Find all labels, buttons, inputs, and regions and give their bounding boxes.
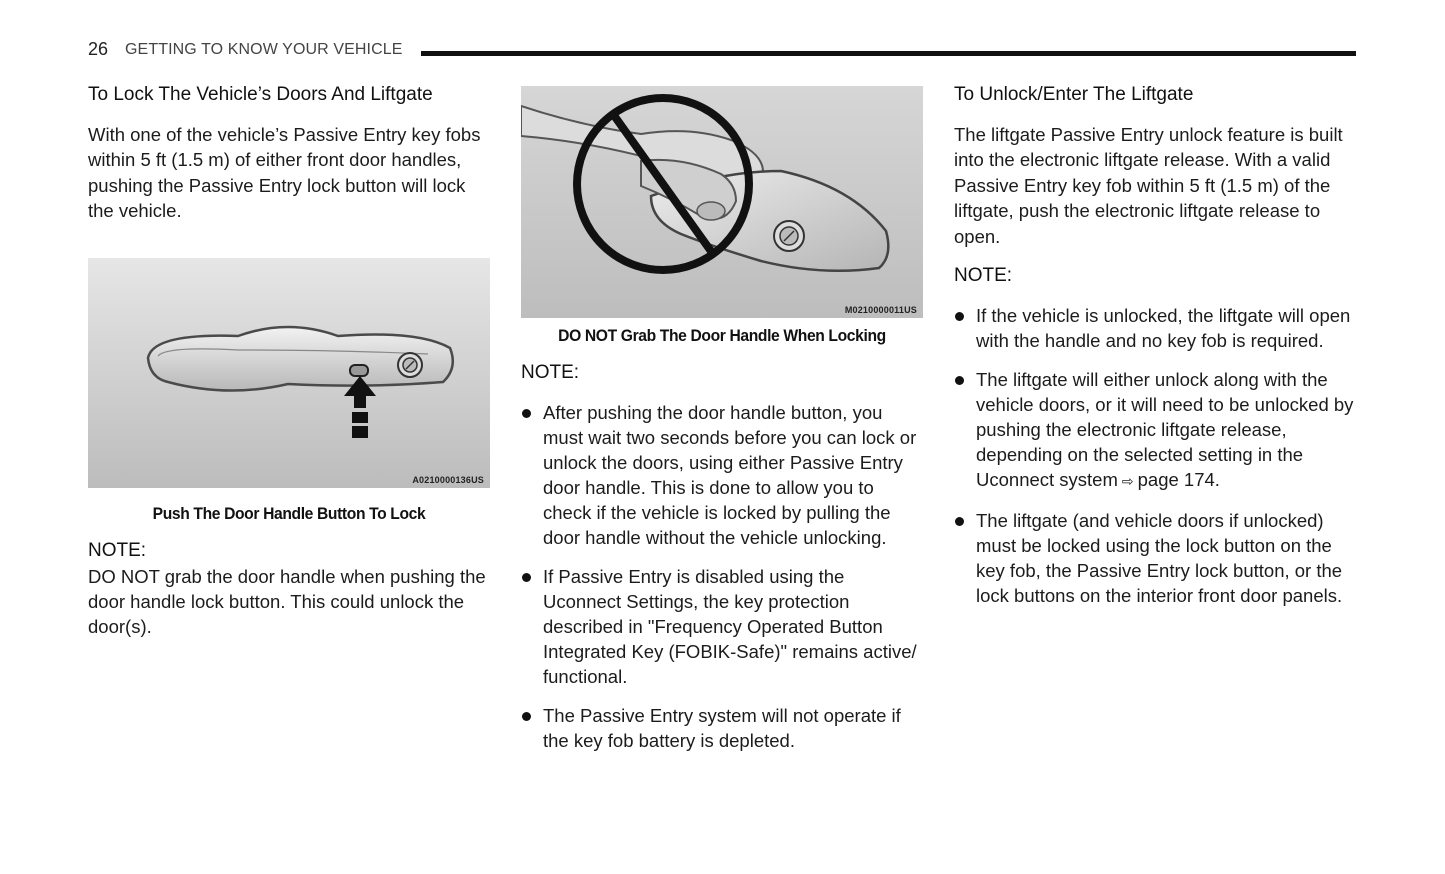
bullet-icon: [955, 376, 964, 385]
note-label: NOTE:: [954, 265, 1013, 287]
figure-code: A0210000136US: [412, 474, 484, 485]
lock-paragraph: With one of the vehicle’s Passive Entry key fobs within 5 ft (1.5 m) of either front door handles, pushing the Passive Entry lock button will lock the vehicle.: [88, 124, 481, 222]
list-item: If the vehicle is unlocked, the liftgate will open with the handle and no key fob is required.: [954, 303, 1358, 353]
list-item: The liftgate will either unlock along with the vehicle doors, or it will need to be unlocked by pushing the electronic liftgate release, depending on the selected setting in the Uconnect system ⇨ page 174.: [954, 367, 1358, 494]
door-handle-illustration: [88, 258, 490, 488]
do-not-grab-figure: [521, 86, 923, 318]
note-bullet-list: [954, 303, 1358, 608]
bullet-icon: [522, 409, 531, 418]
bullet-icon: [955, 312, 964, 321]
list-item: The liftgate (and vehicle doors if unlocked) must be locked using the lock button on the key fob, the Passive Entry lock button, or the lock buttons on the interior front door panels.: [954, 508, 1358, 608]
page-number: 26: [88, 39, 109, 59]
unlock-heading: To Unlock/Enter The Liftgate: [954, 84, 1194, 105]
header-rule: [421, 51, 1356, 56]
lock-heading: To Lock The Vehicle’s Doors And Liftgate: [88, 84, 433, 105]
page-reference-link[interactable]: page 174.: [1137, 469, 1220, 491]
figure-caption: DO NOT Grab The Door Handle When Locking: [558, 326, 886, 345]
note-bullet-list: [521, 400, 923, 753]
column-middle: [521, 86, 923, 767]
note-label: NOTE:: [521, 362, 580, 383]
list-item: After pushing the door handle button, you must wait two seconds before you can lock or unlock the doors, using either Passive Entry door handle. This is done to allow you to check if the vehicle is locked by pulling the door handle without the vehicle unlocking.: [521, 400, 923, 550]
bullet-icon: [955, 517, 964, 526]
section-title: GETTING TO KNOW YOUR VEHICLE: [125, 41, 403, 58]
do-not-grab-illustration: [521, 86, 923, 318]
figure-caption: Push The Door Handle Button To Lock: [152, 503, 426, 523]
list-item: The Passive Entry system will not operate if the key fob battery is depleted.: [521, 703, 923, 753]
list-item: If Passive Entry is disabled using the Uconnect Settings, the key protection described in "Frequency Operated Button Integrated Key (FOBIK-Safe)" remains active/ functional.: [521, 564, 923, 689]
figure-code: M0210000011US: [844, 305, 917, 315]
note-text: DO NOT grab the door handle when pushing the door handle lock button. This could unlock the door(s).: [88, 565, 486, 638]
page-header: [88, 36, 1356, 66]
note-label: NOTE:: [88, 539, 147, 561]
door-handle-button-figure: [88, 258, 490, 488]
page-reference-arrow-icon: ⇨: [1121, 473, 1134, 490]
bullet-icon: [522, 712, 531, 721]
column-left: [88, 82, 490, 640]
unlock-paragraph: The liftgate Passive Entry unlock feature is built into the electronic liftgate release. With a valid Passive Entry key fob within 5 ft (1.5 m) of the liftgate, push the electronic liftgate release to open.: [954, 124, 1343, 247]
bullet-icon: [522, 573, 531, 582]
column-right: [954, 82, 1358, 622]
